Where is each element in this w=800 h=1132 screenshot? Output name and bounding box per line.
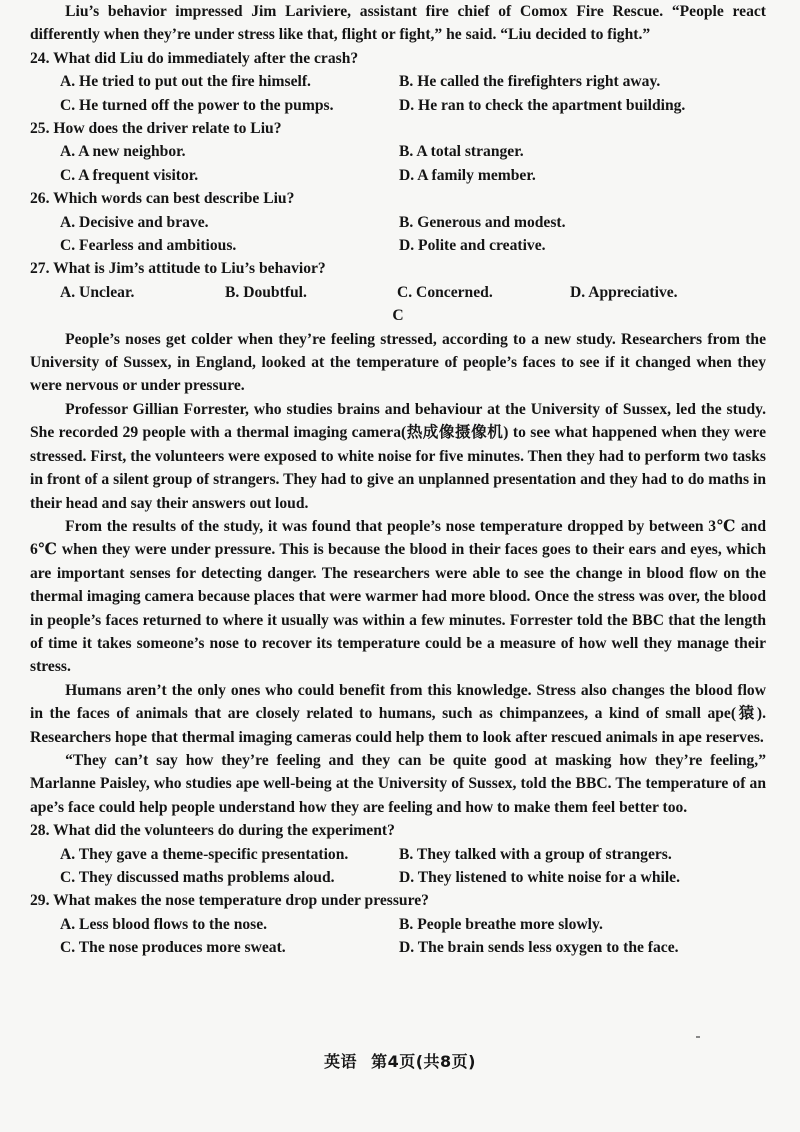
option-a: A. A new neighbor.	[60, 143, 186, 161]
question-24	[30, 47, 766, 117]
option-b: B. He called the firefighters right away.	[399, 73, 661, 91]
option-b: B. Doubtful.	[225, 283, 307, 301]
option-a: A. Less blood flows to the nose.	[60, 915, 268, 933]
footer-subject: 英语	[324, 1052, 358, 1071]
question-stem: 25. How does the driver relate to Liu?	[30, 120, 282, 138]
option-a: A. Unclear.	[60, 283, 135, 301]
option-list	[30, 70, 766, 117]
question-stem: 26. Which words can best describe Liu?	[30, 190, 295, 208]
option-c: C. A frequent visitor.	[60, 166, 199, 184]
section-c-heading: C	[392, 307, 404, 325]
question-25	[30, 117, 766, 187]
option-b: B. A total stranger.	[399, 143, 524, 161]
option-b: B. Generous and modest.	[399, 213, 566, 231]
passage-c-paragraph: From the results of the study, it was found that people’s nose temperature dropped by between 3℃ and 6℃ when they were under pressure. This is because the blood in their faces goes to their ears and eyes, which are important senses for detecting danger. The researchers were able to see the change in blood flow on the thermal imaging camera because places that were warmer had more blood. Once the stress was over, the blood in people’s faces returned to where it usually was within a few minutes. Forrester told the BBC that the length of time it takes someone’s nose to recover its temperature could be a measure of how well they manage their stress.	[30, 517, 766, 676]
question-stem: 24. What did Liu do immediately after the crash?	[30, 49, 359, 67]
passage-c-paragraph: Professor Gillian Forrester, who studies brains and behaviour at the University of Sussex, led the study. She recorded 29 people with a thermal imaging camera(热成像摄像机) to see what happened when they were stressed. First, the volunteers were exposed to white noise for five minutes. Then they had to perform two tasks in front of a silent group of strangers. They had to give an unplanned presentation and they had to do maths in their head and say their answers out loud.	[30, 400, 766, 512]
option-d: D. Polite and creative.	[399, 237, 546, 255]
option-c: C. Fearless and ambitious.	[60, 237, 237, 255]
question-27	[30, 257, 766, 304]
question-28	[30, 819, 766, 889]
footer-page-number: 第4页(共8页)	[371, 1052, 476, 1071]
question-stem: 28. What did the volunteers do during the experiment?	[30, 822, 395, 840]
option-d: D. Appreciative.	[570, 283, 678, 301]
page-footer	[0, 1050, 800, 1073]
passage-c-paragraph: People’s noses get colder when they’re feeling stressed, according to a new study. Researchers from the University of Sussex, in England, looked at the temperature of people’s faces to see if it changed when they were nervous or under pressure.	[30, 330, 766, 395]
option-c: C. The nose produces more sweat.	[60, 939, 286, 957]
question-26	[30, 187, 766, 257]
question-stem: 29. What makes the nose temperature drop under pressure?	[30, 892, 429, 910]
option-b: B. People breathe more slowly.	[399, 915, 603, 933]
option-a: A. He tried to put out the fire himself.	[60, 73, 311, 91]
question-29	[30, 889, 766, 959]
option-d: D. They listened to white noise for a while.	[399, 869, 680, 887]
option-list	[30, 843, 766, 890]
option-a: A. Decisive and brave.	[60, 213, 209, 231]
intro-paragraph: Liu’s behavior impressed Jim Lariviere, assistant fire chief of Comox Fire Rescue. “People react differently when they’re under stress like that, flight or fight,” he said. “Liu decided to fight.”	[30, 3, 766, 44]
option-list	[30, 140, 766, 187]
option-c: C. They discussed maths problems aloud.	[60, 869, 335, 887]
option-list	[30, 211, 766, 258]
passage-c-paragraph: Humans aren’t the only ones who could benefit from this knowledge. Stress also changes the blood flow in the faces of animals that are closely related to humans, such as chimpanzees, a kind of small ape(猿). Researchers hope that thermal imaging cameras could help them to look after rescued animals in ape reserves.	[30, 681, 766, 746]
option-list	[30, 281, 766, 304]
option-c: C. Concerned.	[397, 283, 493, 301]
option-d: D. He ran to check the apartment building.	[399, 96, 686, 114]
option-c: C. He turned off the power to the pumps.	[60, 96, 334, 114]
option-b: B. They talked with a group of strangers.	[399, 845, 672, 863]
passage-c-paragraph: “They can’t say how they’re feeling and they can be quite good at masking how they’re feeling,” Marlanne Paisley, who studies ape well-being at the University of Sussex, told the BBC. The temperature of an ape’s face could help people understand how they are feeling and how to make them feel better too.	[30, 751, 766, 816]
option-a: A. They gave a theme-specific presentation.	[60, 845, 349, 863]
option-list	[30, 913, 766, 960]
option-d: D. The brain sends less oxygen to the face.	[399, 939, 679, 957]
scan-mark	[696, 1036, 700, 1038]
option-d: D. A family member.	[399, 166, 536, 184]
question-stem: 27. What is Jim’s attitude to Liu’s behavior?	[30, 260, 326, 278]
